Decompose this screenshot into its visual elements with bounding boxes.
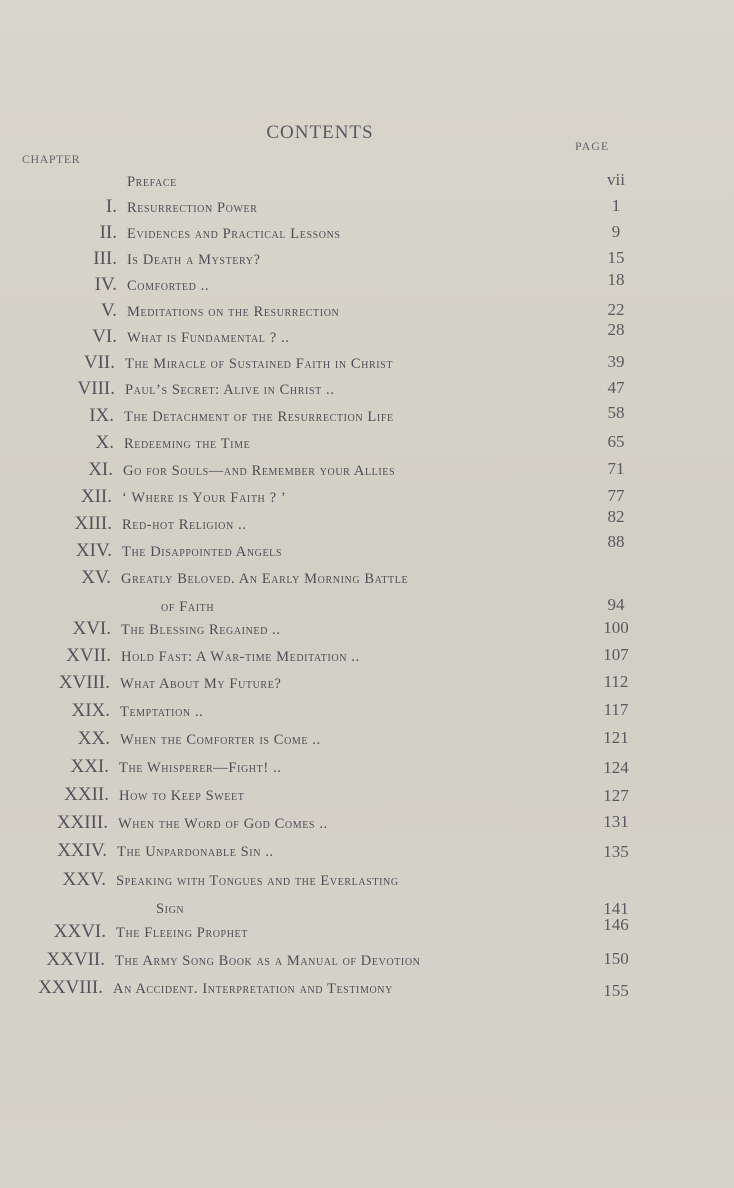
page-number: 18 bbox=[607, 270, 625, 289]
chapter-title: Is Death a Mystery? bbox=[127, 252, 261, 268]
chapter-title: What About My Future? bbox=[120, 676, 282, 692]
toc-entry bbox=[0, 869, 734, 918]
chapter-title: Hold Fast: A War-time Meditation .. bbox=[121, 649, 360, 665]
chapter-title: Resurrection Power bbox=[127, 200, 258, 216]
page-column-label: PAGE bbox=[575, 139, 610, 153]
toc-entry bbox=[0, 459, 734, 485]
chapter-number: X. bbox=[95, 432, 114, 453]
chapter-number: XVII. bbox=[66, 645, 111, 666]
toc-entry bbox=[0, 352, 734, 378]
chapter-title: The Miracle of Sustained Faith in Christ bbox=[125, 356, 394, 372]
toc-entry bbox=[0, 812, 734, 838]
toc-entry bbox=[0, 645, 734, 671]
toc-entry bbox=[0, 949, 734, 975]
toc-entry bbox=[0, 915, 734, 947]
chapter-column-label: CHAPTER bbox=[22, 152, 81, 166]
page-number: 155 bbox=[603, 981, 629, 1000]
toc-entry bbox=[0, 432, 734, 458]
page-number: 1 bbox=[611, 196, 621, 215]
page-number: 39 bbox=[607, 352, 625, 371]
page-number: 121 bbox=[603, 728, 629, 747]
chapter-title: The Blessing Regained .. bbox=[121, 622, 281, 638]
chapter-title: Paul’s Secret: Alive in Christ .. bbox=[125, 382, 335, 398]
toc-entry bbox=[0, 222, 734, 248]
chapter-title: The Disappointed Angels bbox=[122, 544, 283, 560]
chapter-number: XVI. bbox=[72, 618, 111, 639]
chapter-title: When the Comforter is Come .. bbox=[120, 732, 321, 748]
chapter-title: What is Fundamental ? .. bbox=[127, 330, 290, 346]
toc-entry bbox=[0, 784, 734, 810]
chapter-number: XXIII. bbox=[56, 812, 108, 833]
page-number: 77 bbox=[607, 486, 625, 505]
toc-entry bbox=[0, 700, 734, 726]
chapter-number: V. bbox=[100, 300, 117, 321]
chapter-title-continued: Sign bbox=[156, 901, 185, 917]
chapter-title: The Whisperer—Fight! .. bbox=[119, 760, 282, 776]
toc-entry bbox=[0, 378, 734, 404]
chapter-title: Redeeming the Time bbox=[124, 436, 251, 452]
toc-entry bbox=[0, 320, 734, 352]
page-number: 150 bbox=[603, 949, 629, 968]
chapter-title: Meditations on the Resurrection bbox=[127, 304, 340, 320]
toc-entry bbox=[0, 532, 734, 566]
chapter-title: Evidences and Practical Lessons bbox=[127, 226, 341, 242]
page-number: 107 bbox=[603, 645, 629, 664]
toc-entry bbox=[0, 672, 734, 698]
page-number: 71 bbox=[607, 459, 625, 478]
page-number: 141 bbox=[603, 899, 629, 918]
toc-entry bbox=[0, 977, 734, 1003]
chapter-number: XI. bbox=[88, 459, 113, 480]
chapter-number: II. bbox=[99, 222, 117, 243]
page-number: 135 bbox=[603, 842, 629, 861]
page-number: 100 bbox=[603, 618, 629, 637]
chapter-number: VIII. bbox=[77, 378, 115, 399]
chapter-number: XXV. bbox=[62, 869, 106, 890]
page-number: 47 bbox=[607, 378, 625, 397]
chapter-number: XII. bbox=[80, 486, 112, 507]
chapter-number: XXVII. bbox=[46, 949, 105, 970]
toc-entry bbox=[0, 728, 734, 754]
page-number: 82 bbox=[607, 507, 625, 526]
chapter-title: Temptation .. bbox=[120, 704, 204, 720]
chapter-number: XIII. bbox=[74, 513, 112, 534]
chapter-number: IX. bbox=[89, 405, 114, 426]
chapter-number: XVIII. bbox=[58, 672, 110, 693]
page-number: 58 bbox=[607, 403, 625, 422]
page-number: 131 bbox=[603, 812, 629, 831]
chapter-title-continued: of Faith bbox=[161, 599, 215, 615]
chapter-number: I. bbox=[105, 196, 117, 217]
chapter-title: An Accident. Interpretation and Testimony bbox=[113, 981, 393, 997]
toc-entry bbox=[0, 567, 734, 615]
page-title: CONTENTS bbox=[266, 122, 374, 143]
chapter-number: XX. bbox=[77, 728, 110, 749]
chapter-title: Speaking with Tongues and the Everlasting bbox=[116, 873, 399, 889]
chapter-number: XIV. bbox=[75, 540, 112, 561]
chapter-title: Red-hot Religion .. bbox=[122, 517, 247, 533]
chapter-title: The Fleeing Prophet bbox=[116, 925, 248, 941]
toc-entry bbox=[0, 170, 734, 196]
chapter-title: Go for Souls—and Remember your Allies bbox=[123, 463, 396, 479]
chapter-number: XXVIII. bbox=[38, 977, 103, 998]
chapter-number: XXII. bbox=[64, 784, 109, 805]
chapter-title: Comforted .. bbox=[127, 278, 210, 294]
chapter-title: ‘ Where is Your Faith ? ’ bbox=[122, 490, 287, 506]
chapter-number: XXVI. bbox=[53, 921, 106, 942]
toc-entry bbox=[0, 270, 734, 300]
page-number: 22 bbox=[607, 300, 625, 319]
toc-entry bbox=[0, 618, 734, 644]
page-number: 88 bbox=[607, 532, 625, 551]
page-number: 146 bbox=[603, 915, 629, 934]
page-number: vii bbox=[607, 170, 625, 189]
page-number: 15 bbox=[607, 248, 625, 267]
page-number: 94 bbox=[607, 595, 625, 614]
chapter-number: III. bbox=[93, 248, 117, 269]
chapter-number: XV. bbox=[81, 567, 111, 588]
chapter-title: The Unpardonable Sin .. bbox=[117, 844, 274, 860]
chapter-number: XXIV. bbox=[57, 840, 107, 861]
page-number: 117 bbox=[603, 700, 629, 719]
page-number: 65 bbox=[607, 432, 625, 451]
chapter-number: XXI. bbox=[70, 756, 109, 777]
page-number: 28 bbox=[607, 320, 625, 339]
chapter-title: When the Word of God Comes .. bbox=[118, 816, 328, 832]
page-number: 124 bbox=[603, 758, 629, 777]
chapter-number: XIX. bbox=[71, 700, 110, 721]
page-number: 112 bbox=[603, 672, 629, 691]
toc-entry bbox=[0, 840, 734, 866]
chapter-title: The Detachment of the Resurrection Life bbox=[124, 409, 394, 425]
chapter-number: VII. bbox=[83, 352, 115, 373]
chapter-number: IV. bbox=[94, 274, 117, 295]
chapter-title: Greatly Beloved. An Early Morning Battle bbox=[121, 571, 409, 587]
page-number: 127 bbox=[603, 786, 629, 805]
page-number: 9 bbox=[611, 222, 621, 241]
chapter-title: The Army Song Book as a Manual of Devotion bbox=[115, 953, 421, 969]
chapter-title: Preface bbox=[127, 174, 177, 190]
chapter-title: How to Keep Sweet bbox=[119, 788, 245, 804]
toc-entry bbox=[0, 196, 734, 222]
toc-entry bbox=[0, 405, 734, 431]
chapter-number: VI. bbox=[92, 326, 117, 347]
toc-entry bbox=[0, 756, 734, 782]
